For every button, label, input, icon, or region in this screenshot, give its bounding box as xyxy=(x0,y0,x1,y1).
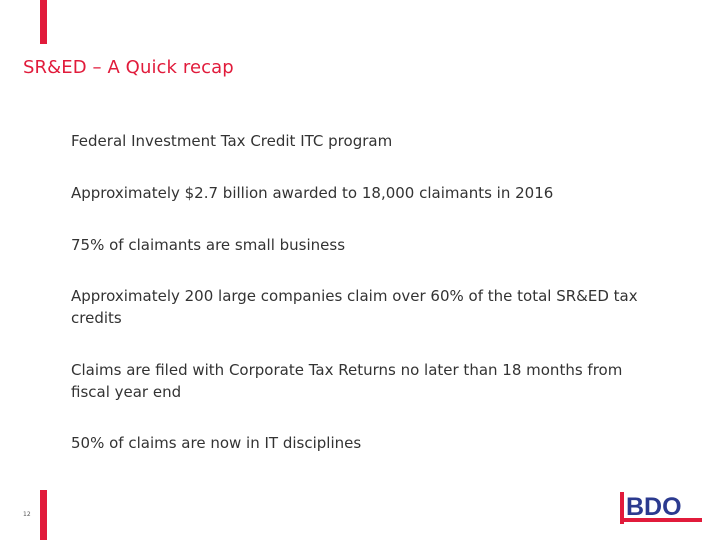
page-number: 12 xyxy=(23,511,31,518)
accent-bar-top xyxy=(40,0,47,44)
bullet-item: 50% of claims are now in IT disciplines xyxy=(71,434,362,452)
slide-title: SR&ED – A Quick recap xyxy=(23,57,234,78)
bullet-item: 75% of claimants are small business xyxy=(71,236,346,254)
bullet-item: Approximately 200 large companies claim over 60% of the total SR&ED tax credits xyxy=(71,287,638,327)
bullet-item: Claims are filed with Corporate Tax Returns no later than 18 months from fiscal year end xyxy=(71,361,623,401)
logo-text: BDO xyxy=(626,493,682,521)
bdo-logo-icon xyxy=(620,490,702,524)
accent-bar-bottom xyxy=(40,490,47,540)
bullet-item: Federal Investment Tax Credit ITC program xyxy=(71,132,393,150)
bullet-item: Approximately $2.7 billion awarded to 18,000 claimants in 2016 xyxy=(71,184,554,202)
